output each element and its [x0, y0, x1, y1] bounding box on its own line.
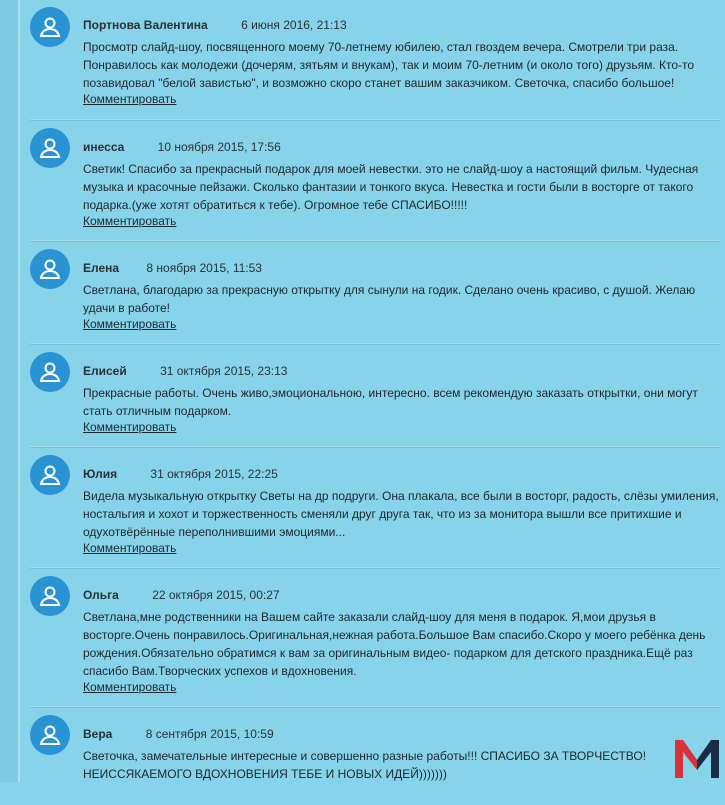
comment-date: 6 июня 2016, 21:13 [241, 18, 347, 32]
comment-author[interactable]: Вера [83, 727, 113, 741]
reply-link[interactable]: Комментировать [83, 420, 177, 434]
user-avatar-icon [30, 455, 70, 495]
comment-body [83, 487, 719, 556]
comment-text: Светик! Спасибо за прекрасный подарок для моей невестки. это не слайд-шоу а настоящий фильм. Чудесная музыка и красочные пейзажи. Сколько фантазии и тонкого вкуса. Невестка и гости были в восторге от такого подарка.(уже хотят обратиться к тебе). Огромное тебе СПАСИБО!!!!! [83, 162, 699, 212]
user-avatar-icon [30, 128, 70, 168]
comment-body [83, 160, 719, 229]
comment-author[interactable]: Елена [83, 261, 120, 275]
comment-item [30, 352, 720, 447]
user-avatar-icon [30, 352, 70, 392]
comment-text: Просмотр слайд-шоу, посвященного моему 70-летнему юбилею, стал гвоздем вечера. Смотрели три раза. Понравилось как молодежи (дочерям, зятьям и внукам), так и моим 70-летним (и около того) друзьям. Кто-то позавидовал "белой завистью", и возможно скоро станет вашим заказчиком. Светочка, спасибо большое! [83, 40, 695, 90]
comment-text: Видела музыкальную открытку Светы на др подруги. Она плакала, все были в восторг, радость, слёзы умиления, ностальгия и хохот и торжественность сменяли друг друга так, что из за монитора вышли все притихшие и одухотвёрённые переполнившими эмоциями... [83, 489, 719, 539]
comment-body [83, 281, 719, 332]
comment-item [30, 576, 720, 707]
comment-author[interactable]: Портнова Валентина [83, 18, 208, 32]
comment-date: 31 октября 2015, 22:25 [150, 467, 278, 481]
comment-date: 10 ноября 2015, 17:56 [157, 140, 281, 154]
reply-link[interactable]: Комментировать [83, 541, 177, 555]
comment-text: Прекрасные работы. Очень живо,эмоциональною, интересно. всем рекомендую заказать открытки, они могут стать отличным подарком. [83, 386, 698, 418]
comment-item [30, 7, 720, 120]
user-avatar-icon [30, 249, 70, 289]
reply-link[interactable]: Комментировать [83, 680, 177, 694]
comment-body [83, 384, 719, 435]
comment-date: 8 сентября 2015, 10:59 [145, 727, 274, 741]
brand-logo-icon[interactable] [673, 736, 721, 780]
comment-text: Светлана,мне родственники на Вашем сайте заказали слайд-шоу для меня в подарок. Я,мои друзья в восторге.Очень понравилось.Оригинальная,нежная работа.Большое Вам спасибо.Скоро у моего ребёнка день рождения.Обязательно обратимся к вам за оригинальным видео- подарком для детского праздника.Ещё раз спасибо Вам.Творческих успехов и вдохновения. [83, 610, 706, 678]
comment-item [30, 455, 720, 568]
comment-item [30, 249, 720, 344]
comment-author[interactable]: инесса [83, 140, 125, 154]
comment-author[interactable]: Юлия [83, 467, 118, 481]
comment-body [83, 747, 683, 783]
comment-date: 22 октября 2015, 00:27 [152, 588, 280, 602]
reply-link[interactable]: Комментировать [83, 317, 177, 331]
comment-text: Светочка, замечательные интересные и совершенно разные работы!!! СПАСИБО ЗА ТВОРЧЕСТВО! НЕИССЯКАЕМОГО ВДОХНОВЕНИЯ ТЕБЕ И НОВЫХ ИДЕЙ))))))) [83, 749, 647, 781]
reply-link[interactable]: Комментировать [83, 92, 177, 106]
comment-text: Светлана, благодарю за прекрасную открытку для сынули на годик. Сделано очень красиво, с душой. Желаю удачи в работе! [83, 283, 696, 315]
comment-body [83, 608, 719, 695]
comment-author[interactable]: Елисей [83, 364, 127, 378]
user-avatar-icon [30, 576, 70, 616]
comment-author[interactable]: Ольга [83, 588, 119, 602]
left-sidebar-strip [0, 0, 20, 782]
comment-date: 8 ноября 2015, 11:53 [146, 261, 262, 275]
reply-link[interactable]: Комментировать [83, 214, 177, 228]
user-avatar-icon [30, 715, 70, 755]
comment-body [83, 38, 719, 107]
comment-item [30, 715, 720, 805]
user-avatar-icon [30, 7, 70, 47]
comment-date: 31 октября 2015, 23:13 [160, 364, 288, 378]
comment-item [30, 128, 720, 241]
